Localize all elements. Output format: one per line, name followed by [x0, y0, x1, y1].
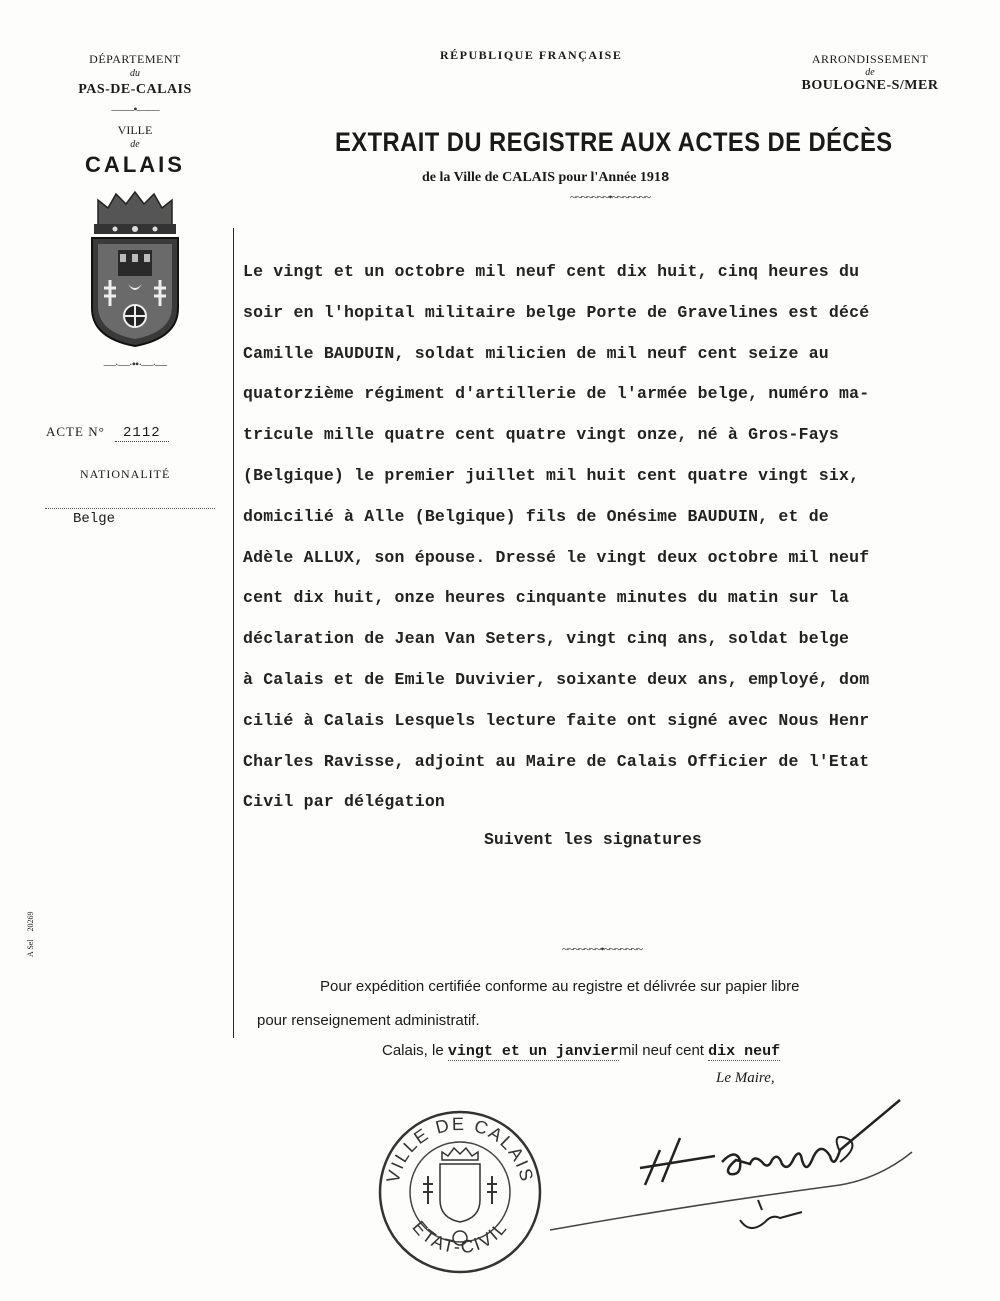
department-name: PAS-DE-CALAIS [78, 82, 192, 97]
body-line: Le vingt et un octobre mil neuf cent dix huit, cinq heures du [243, 262, 860, 281]
footer-ornament: ~~~~~~~•~~~~~~~ [561, 942, 643, 956]
body-line: tricule mille quatre cent quatre vingt onze, né à Gros-Fays [243, 425, 839, 445]
body-line: Adèle ALLUX, son épouse. Dressé le vingt deux octobre mil neuf [243, 547, 870, 567]
act-body-text [243, 262, 998, 833]
coat-of-arms-icon [80, 188, 190, 348]
body-line: déclaration de Jean Van Seters, vingt cinq ans, soldat belge [243, 629, 850, 649]
arrondissement-name: BOULOGNE-S/MER [801, 78, 939, 93]
date-year: dix neuf [708, 1043, 781, 1060]
subtitle-year-digit: 8 [660, 170, 670, 186]
arrondissement-de: de [865, 67, 875, 78]
vertical-rule [233, 228, 234, 1038]
ville-label: VILLE [117, 123, 153, 137]
body-line: soir en l'hopital militaire belge Porte de Gravelines est décé [243, 302, 870, 322]
document-subtitle [422, 170, 669, 186]
signatures-note: Suivent les signatures [484, 830, 702, 849]
arrondissement-block [785, 52, 955, 94]
date-prefix: Calais, le [382, 1042, 444, 1059]
mayor-signature-icon [540, 1090, 940, 1250]
certification-line-2: pour renseignement administratif. [257, 1012, 480, 1029]
left-ornament-1: ——•—— [111, 102, 159, 116]
issue-date-line [382, 1042, 780, 1060]
civil-status-stamp-icon [370, 1100, 550, 1280]
department-label: DÉPARTEMENT [89, 52, 181, 66]
acte-number: 2112 [115, 425, 169, 442]
nationalite-label: NATIONALITÉ [80, 467, 171, 481]
body-line: cent dix huit, onze heures cinquante minutes du matin sur la [243, 588, 850, 608]
body-line: quatorzième régiment d'artillerie de l'armée belge, numéro ma- [243, 384, 870, 404]
side-code-label: A Sel [26, 939, 35, 957]
maire-label: Le Maire, [716, 1070, 775, 1086]
nationalite-text: Belge [73, 511, 116, 527]
body-line: (Belgique) le premier juillet mil huit cent quatre vingt six, [243, 465, 860, 485]
nationalite-value [45, 508, 215, 527]
svg-text:VILLE DE CALAIS [383, 1114, 538, 1185]
city-name: CALAIS [85, 152, 185, 177]
body-line: Civil par délégation [243, 792, 446, 812]
acte-label: ACTE N° [46, 424, 105, 439]
document-title: EXTRAIT DU REGISTRE AUX ACTES DE DÉCÈS [335, 127, 893, 157]
ville-de: de [130, 139, 140, 150]
acte-number-row [46, 424, 169, 441]
body-line: domicilié à Alle (Belgique) fils de Onésime BAUDUIN, et de [243, 506, 829, 526]
department-du: du [130, 68, 140, 79]
title-ornament: ~~~~~~~•~~~~~~~ [569, 190, 651, 204]
body-line: Camille BAUDUIN, soldat milicien de mil neuf cent seize au [243, 343, 829, 363]
date-mid: mil neuf cent [618, 1042, 704, 1059]
side-printer-code [26, 911, 35, 965]
svg-text:ETAT-CIVIL [409, 1217, 512, 1257]
stamp-bottom-text: ETAT-CIVIL [408, 1217, 512, 1258]
side-code-number: 20269 [26, 911, 35, 932]
date-day: vingt et un janvier [447, 1043, 619, 1060]
stamp-top-text: VILLE DE CALAIS [382, 1113, 538, 1185]
arrondissement-label: ARRONDISSEMENT [811, 52, 929, 66]
left-header-column [40, 50, 230, 376]
body-line: à Calais et de Emile Duvivier, soixante deux ans, employé, dom [243, 669, 870, 689]
certification-line-1: Pour expédition certifiée conforme au registre et délivrée sur papier libre [320, 978, 800, 995]
republique-heading: RÉPUBLIQUE FRANÇAISE [440, 48, 623, 62]
subtitle-text: de la Ville de CALAIS pour l'Année 191 [422, 170, 661, 185]
left-ornament-2: —·—·••·—·— [103, 357, 167, 371]
body-line: Charles Ravisse, adjoint au Maire de Calais Officier de l'Etat [243, 751, 870, 771]
body-line: cilié à Calais Lesquels lecture faite ont signé avec Nous Henr [243, 710, 870, 730]
